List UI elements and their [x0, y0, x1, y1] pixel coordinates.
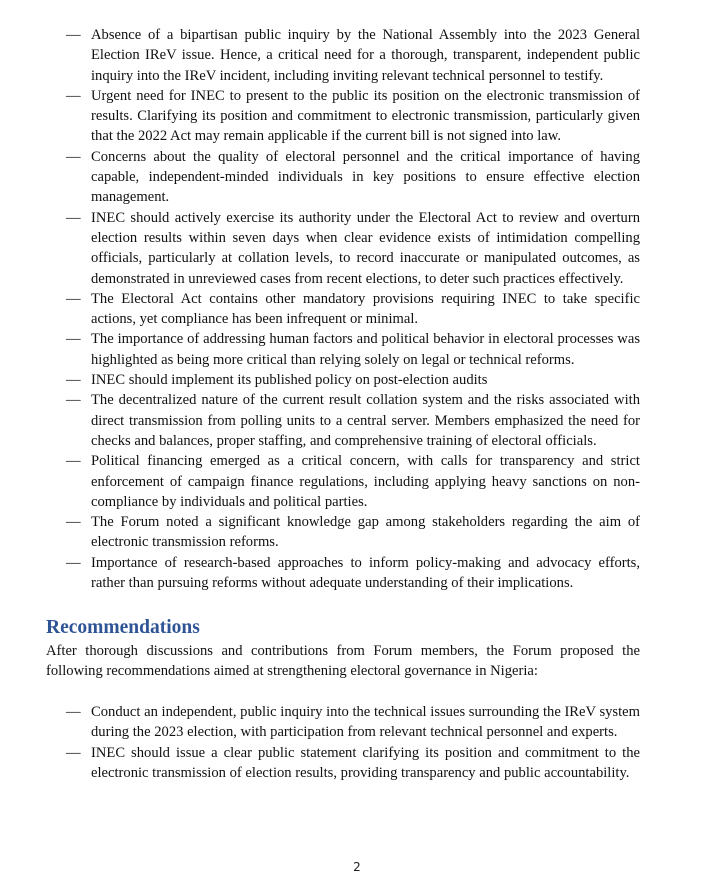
- dash-bullet-icon: —: [66, 27, 81, 43]
- list-item-text: The importance of addressing human factors and political behavior in electoral processes was highlighted as being more critical than relying solely on legal or technical reforms.: [91, 331, 640, 368]
- dash-bullet-icon: —: [66, 148, 81, 165]
- recommendations-list: [66, 702, 640, 783]
- list-item: [66, 512, 640, 553]
- list-item-text: Absence of a bipartisan public inquiry by the National Assembly into the 2023 General Election IReV issue. Hence, a critical need for a thorough, transparent, independent public inquiry into the IReV incident, including inviting relevant technical personnel to testify.: [91, 27, 640, 84]
- page-number: 2: [353, 860, 361, 874]
- list-item: [66, 329, 640, 370]
- dash-bullet-icon: —: [66, 554, 81, 571]
- list-item-text: Concerns about the quality of electoral personnel and the critical importance of having capable, independent-minded individuals in key positions to ensure effective election management.: [91, 148, 640, 206]
- list-item: [66, 289, 640, 330]
- list-item-text: Importance of research-based approaches to inform policy-making and advocacy efforts, rather than pursuing reforms without adequate understanding of their implications.: [91, 554, 640, 592]
- list-item-text: The Electoral Act contains other mandatory provisions requiring INEC to take specific actions, yet compliance has been infrequent or minimal.: [91, 290, 640, 328]
- dash-bullet-icon: —: [66, 514, 81, 531]
- list-item: [66, 390, 640, 451]
- list-item: [66, 147, 640, 208]
- recommendations-intro: After thorough discussions and contributions from Forum members, the Forum proposed the following recommendations aimed at strengthening electoral governance in Nigeria:: [46, 643, 640, 680]
- dash-bullet-icon: —: [66, 744, 81, 761]
- list-item-text: Political financing emerged as a critical concern, with calls for transparency and strict enforcement of campaign finance regulations, including applying heavy sanctions on non-compliance by individuals and political parties.: [91, 453, 640, 510]
- list-item: [66, 25, 640, 86]
- list-item-text: INEC should issue a clear public statement clarifying its position and commitment to the electronic transmission of election results, providing transparency and public accountability.: [91, 744, 640, 781]
- list-item: [66, 702, 640, 743]
- section-heading-recommendations: Recommendations: [46, 617, 200, 638]
- list-item: [66, 743, 640, 784]
- findings-list: [66, 25, 640, 593]
- list-item: [66, 451, 640, 512]
- list-item-text: Urgent need for INEC to present to the public its position on the electronic transmission of results. Clarifying its position and commitment to electronic transmission, particularly given that the 2022 Act may remain applicable if the current bill is not signed into law.: [91, 87, 640, 145]
- list-item-text: The decentralized nature of the current result collation system and the risks associated with direct transmission from polling units to a central server. Members emphasized the need for checks and balances, proper staffing, and comprehensive training of electoral officials.: [91, 392, 640, 449]
- list-item-text: The Forum noted a significant knowledge gap among stakeholders regarding the aim of electronic transmission reforms.: [91, 514, 640, 551]
- list-item-text: Conduct an independent, public inquiry into the technical issues surrounding the IReV system during the 2023 election, with participation from relevant technical personnel and experts.: [91, 704, 640, 741]
- list-item: [66, 86, 640, 147]
- dash-bullet-icon: —: [66, 392, 81, 409]
- dash-bullet-icon: —: [66, 290, 81, 307]
- dash-bullet-icon: —: [66, 87, 81, 104]
- dash-bullet-icon: —: [66, 372, 81, 389]
- list-item: [66, 553, 640, 594]
- list-item: [66, 370, 640, 390]
- list-item-text: INEC should implement its published policy on post-election audits: [91, 372, 488, 389]
- list-item: [66, 208, 640, 289]
- list-item-text: INEC should actively exercise its authority under the Electoral Act to review and overturn election results within seven days when clear evidence exists of intimidation compelling officials, particularly at collation levels, to record inaccurate or manipulated outcomes, as demonstrated in unreviewed cases from recent elections, to deter such practices effectively.: [91, 209, 640, 287]
- dash-bullet-icon: —: [66, 704, 81, 720]
- dash-bullet-icon: —: [66, 331, 81, 348]
- dash-bullet-icon: —: [66, 209, 81, 226]
- dash-bullet-icon: —: [66, 453, 81, 470]
